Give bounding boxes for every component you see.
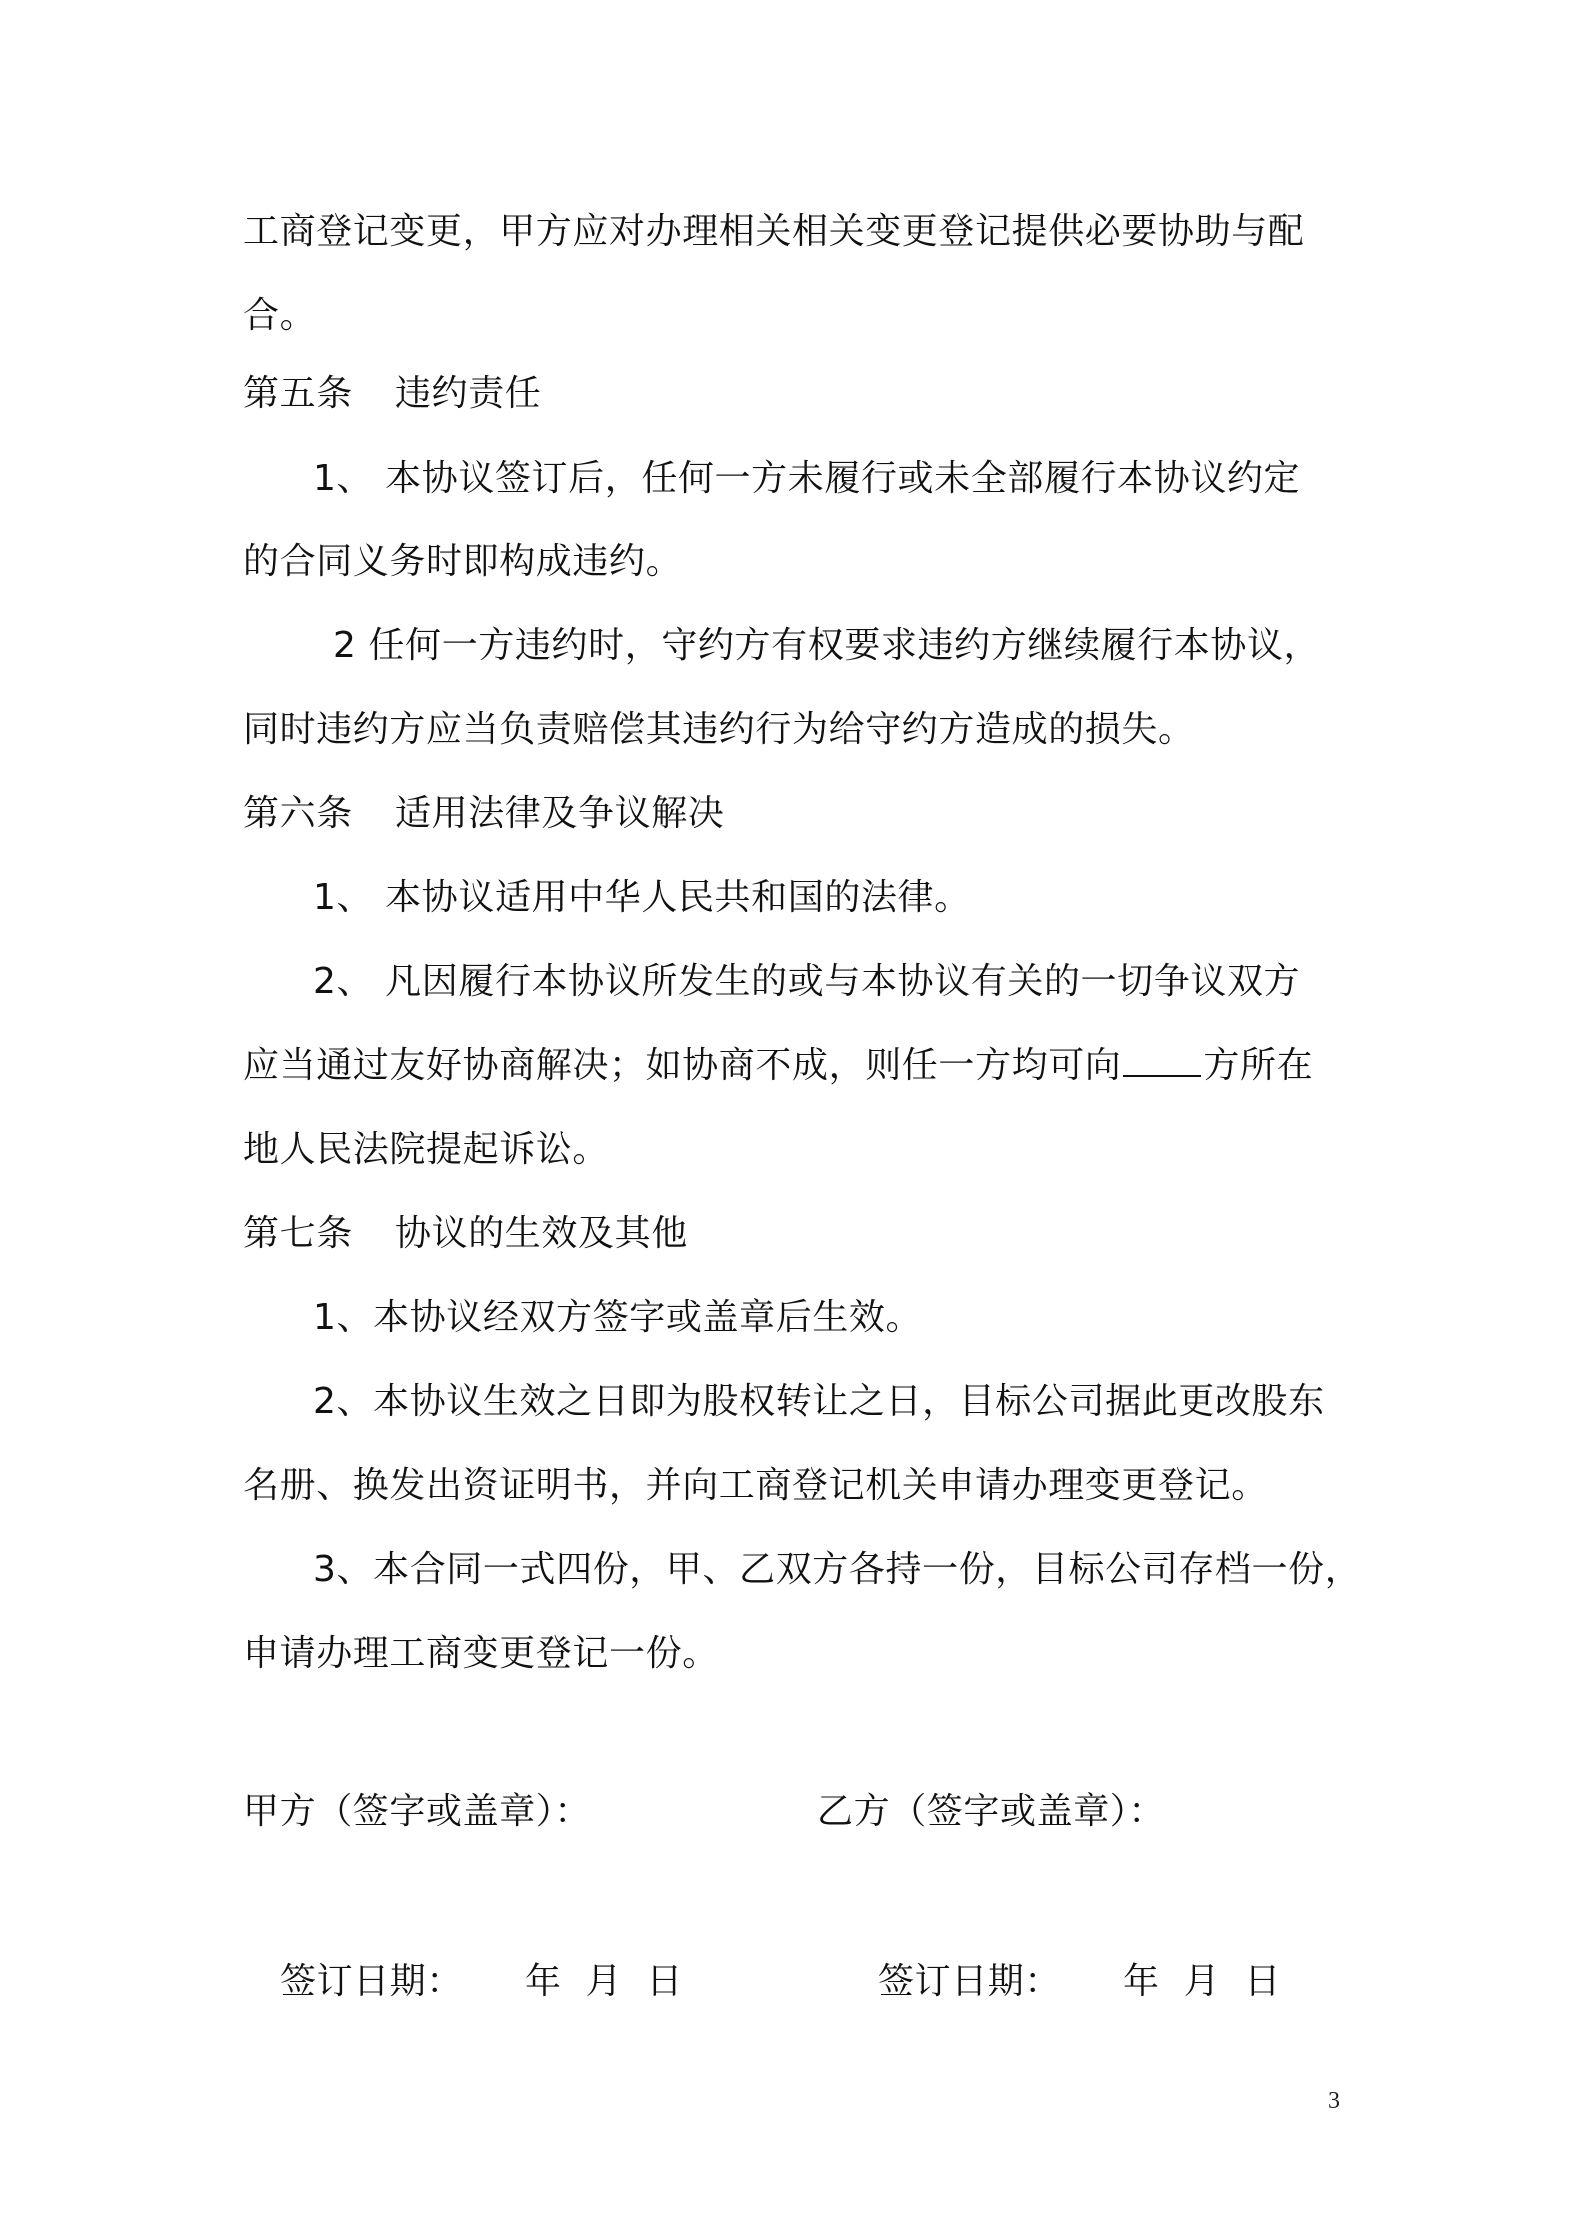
article-title: 违约责任 xyxy=(395,373,542,414)
article-number: 第六条 xyxy=(243,793,353,834)
page-number: 3 xyxy=(1328,2088,1340,2114)
paragraph-line: 1、 本协议签订后，任何一方未履行或未全部履行本协议约定 xyxy=(313,458,1301,499)
paragraph-line: 2、本协议生效之日即为股权转让之日，目标公司据此更改股东 xyxy=(313,1381,1325,1422)
article-heading-7 xyxy=(243,1210,688,1258)
paragraph-line: 2、 凡因履行本协议所发生的或与本协议有关的一切争议双方 xyxy=(313,961,1301,1002)
paragraph-line: 2 任何一方违约时，守约方有权要求违约方继续履行本协议， xyxy=(333,625,1321,666)
party-b-date xyxy=(878,1958,1281,2006)
paragraph-line: 3、本合同一式四份，甲、乙双方各持一份，目标公司存档一份， xyxy=(313,1549,1362,1590)
date-value: 年 月 日 xyxy=(525,1961,683,2002)
article-number: 第七条 xyxy=(243,1213,353,1254)
party-a-signature: 甲方（签字或盖章）： xyxy=(243,1791,592,1832)
paragraph-text: 应当通过友好协商解决；如协商不成，则任一方均可向 xyxy=(243,1045,1122,1086)
paragraph-text: 方所在 xyxy=(1203,1045,1314,1086)
article-title: 适用法律及争议解决 xyxy=(395,793,725,834)
paragraph-line: 的合同义务时即构成违约。 xyxy=(243,541,683,582)
article-heading-5 xyxy=(243,370,541,418)
paragraph-line: 工商登记变更，甲方应对办理相关相关变更登记提供必要协助与配 xyxy=(243,211,1305,252)
date-label: 签订日期： xyxy=(280,1961,464,2002)
paragraph-line: 1、本协议经双方签字或盖章后生效。 xyxy=(313,1297,923,1338)
paragraph-line: 申请办理工商变更登记一份。 xyxy=(243,1633,719,1674)
article-heading-6 xyxy=(243,790,724,838)
party-b-signature: 乙方（签字或盖章）： xyxy=(817,1791,1166,1832)
date-label: 签订日期： xyxy=(878,1961,1062,2002)
paragraph-line: 1、 本协议适用中华人民共和国的法律。 xyxy=(313,877,971,918)
paragraph-line: 合。 xyxy=(243,295,317,336)
paragraph-line: 地人民法院提起诉讼。 xyxy=(243,1129,610,1170)
date-value: 年 月 日 xyxy=(1123,1961,1281,2002)
article-title: 协议的生效及其他 xyxy=(395,1213,688,1254)
party-a-date xyxy=(280,1958,683,2006)
paragraph-line: 名册、换发出资证明书，并向工商登记机关申请办理变更登记。 xyxy=(243,1465,1268,1506)
blank-underline xyxy=(1123,1045,1201,1077)
article-number: 第五条 xyxy=(243,373,353,414)
paragraph-line xyxy=(243,1042,1313,1090)
paragraph-line: 同时违约方应当负责赔偿其违约行为给守约方造成的损失。 xyxy=(243,709,1195,750)
